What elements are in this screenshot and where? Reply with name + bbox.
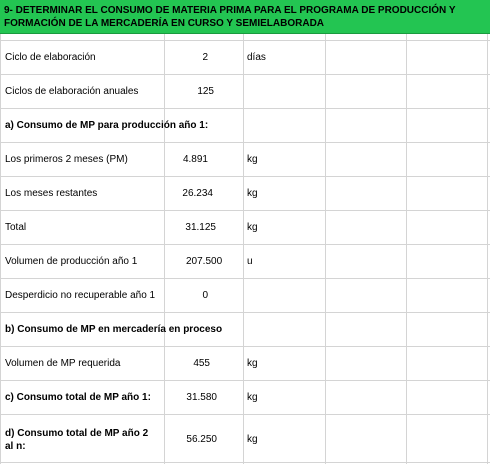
grid-line: [0, 74, 490, 75]
meses-restantes-label[interactable]: Los meses restantes: [5, 188, 98, 199]
volumen-produccion-value[interactable]: 207.500: [186, 256, 223, 267]
section-c-unit[interactable]: kg: [247, 392, 258, 403]
grid-line: [0, 142, 490, 143]
grid-line: [0, 346, 490, 347]
grid-line: [0, 312, 490, 313]
grid-line: [0, 34, 1, 464]
grid-line: [0, 244, 490, 245]
grid-line: [0, 40, 490, 41]
header-title: 9- DETERMINAR EL CONSUMO DE MATERIA PRIMA PARA EL PROGRAMA DE PRODUCCIÓN Y FORMACIÓN DE LA MERCADERÍA EN CURSO Y SEMIELABORADA: [4, 5, 456, 29]
grid-line: [0, 380, 490, 381]
volumen-produccion-label[interactable]: Volumen de producción año 1: [5, 256, 138, 267]
primeros-meses-label[interactable]: Los primeros 2 meses (PM): [5, 154, 128, 165]
total-label[interactable]: Total: [5, 222, 27, 233]
meses-restantes-unit[interactable]: kg: [247, 188, 258, 199]
grid-line: [406, 34, 407, 464]
ciclo-unit[interactable]: días: [247, 52, 266, 63]
desperdicio-label[interactable]: Desperdicio no recuperable año 1: [5, 290, 156, 301]
grid-line: [0, 210, 490, 211]
section-a-heading[interactable]: a) Consumo de MP para producción año 1:: [5, 120, 209, 131]
total-unit[interactable]: kg: [247, 222, 258, 233]
mp-requerida-unit[interactable]: kg: [247, 358, 258, 369]
volumen-produccion-unit[interactable]: u: [247, 256, 253, 267]
grid-line: [0, 278, 490, 279]
primeros-meses-unit[interactable]: kg: [247, 154, 258, 165]
section-d-heading-line1[interactable]: d) Consumo total de MP año 2: [5, 428, 149, 439]
ciclos-anuales-value[interactable]: 125: [197, 86, 214, 97]
meses-restantes-value[interactable]: 26.234: [182, 188, 213, 199]
mp-requerida-label[interactable]: Volumen de MP requerida: [5, 358, 121, 369]
desperdicio-value[interactable]: 0: [202, 290, 208, 301]
ciclos-anuales-label[interactable]: Ciclos de elaboración anuales: [5, 86, 139, 97]
grid-line: [487, 34, 488, 464]
section-c-heading[interactable]: c) Consumo total de MP año 1:: [5, 392, 151, 403]
grid-line: [0, 176, 490, 177]
grid-line: [243, 34, 244, 464]
grid-line: [0, 108, 490, 109]
section-d-unit[interactable]: kg: [247, 434, 258, 445]
grid-line: [325, 34, 326, 464]
ciclo-label[interactable]: Ciclo de elaboración: [5, 52, 96, 63]
section-d-heading-line2[interactable]: al n:: [5, 441, 26, 452]
section-d-value[interactable]: 56.250: [186, 434, 217, 445]
section-c-value[interactable]: 31.580: [186, 392, 217, 403]
total-value[interactable]: 31.125: [185, 222, 216, 233]
grid-line: [0, 414, 490, 415]
mp-requerida-value[interactable]: 455: [193, 358, 210, 369]
header-cell[interactable]: [0, 0, 490, 34]
grid-line: [0, 462, 490, 463]
ciclo-value[interactable]: 2: [202, 52, 208, 63]
primeros-meses-value[interactable]: 4.891: [182, 154, 208, 165]
section-b-heading[interactable]: b) Consumo de MP en mercadería en proceso: [5, 324, 223, 335]
grid-line: [164, 34, 165, 464]
